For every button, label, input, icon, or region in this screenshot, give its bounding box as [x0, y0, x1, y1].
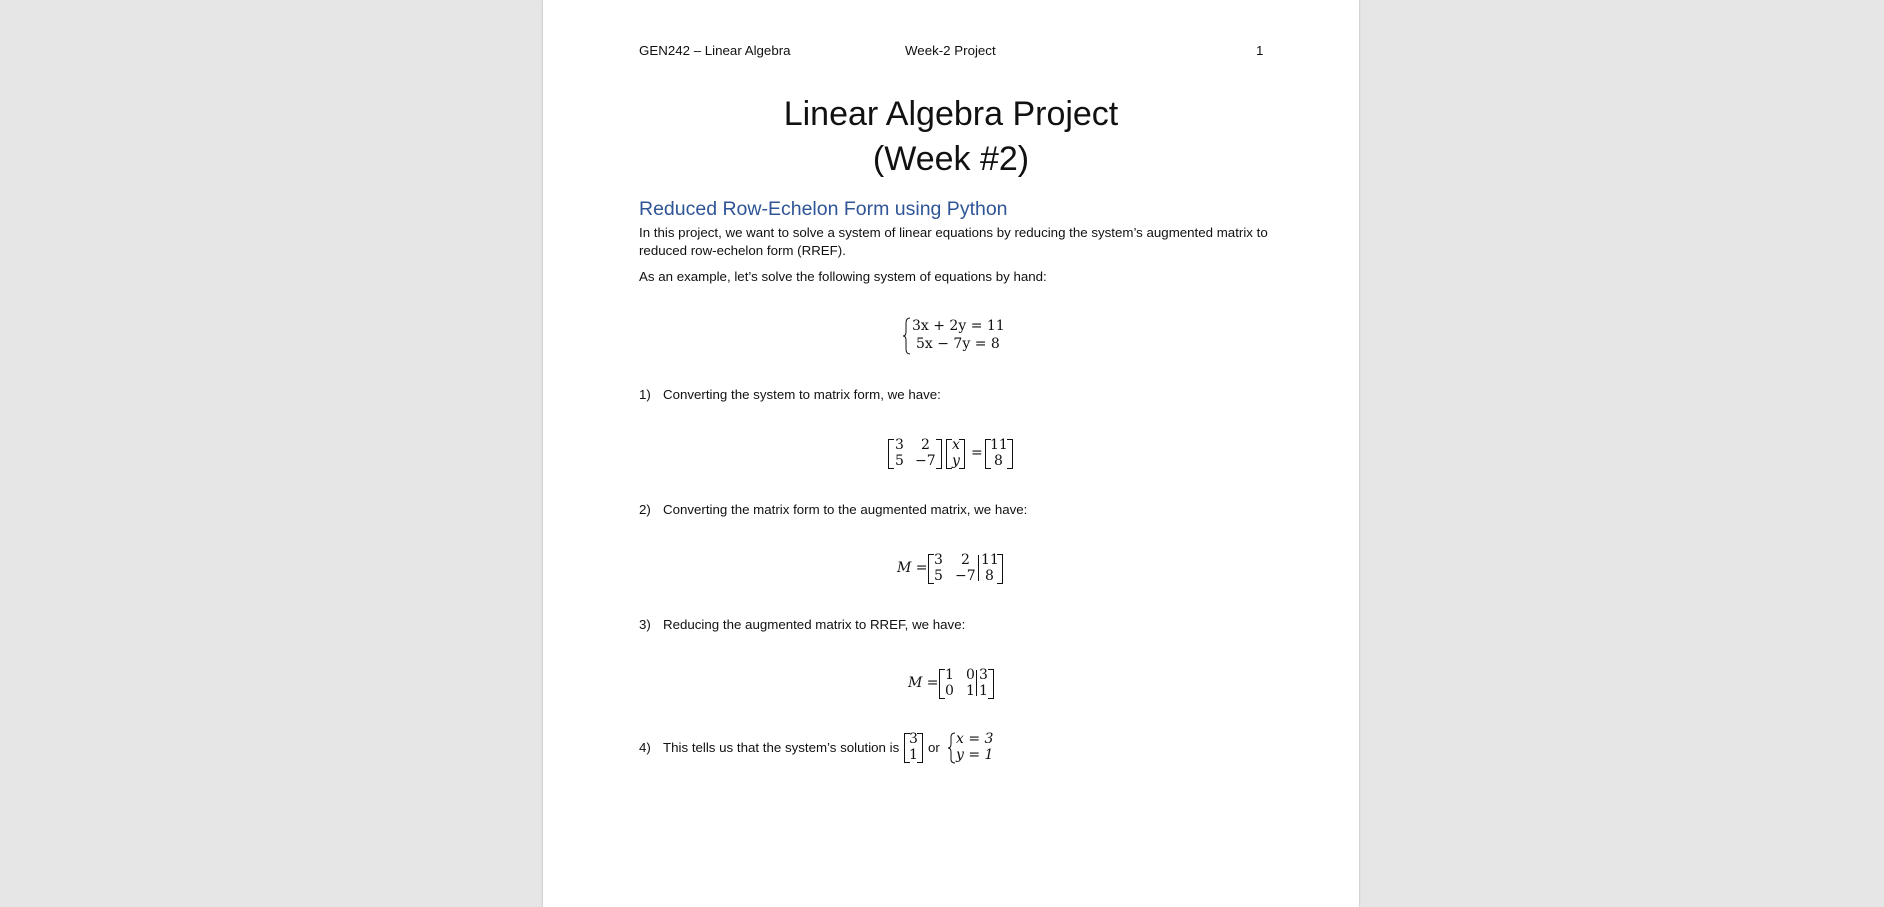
step-3	[639, 617, 965, 632]
aug-a21: 5	[934, 568, 943, 584]
aug-b2: 8	[985, 568, 994, 584]
document-page	[543, 0, 1359, 907]
right-bracket-icon	[959, 439, 965, 469]
aug-b1: 11	[981, 552, 999, 568]
step-2	[639, 502, 1027, 517]
matrix-form-equation	[888, 437, 1028, 471]
page-subtitle: (Week #2)	[872, 140, 1030, 178]
header-week: Week-2 Project	[905, 43, 996, 58]
page-title: Linear Algebra Project	[783, 95, 1119, 133]
step-number: 1)	[639, 387, 651, 402]
step-text: Converting the matrix form to the augmented matrix, we have:	[663, 502, 1028, 517]
header-course: GEN242 – Linear Algebra	[639, 43, 791, 58]
vector-b2: 8	[994, 453, 1003, 469]
rref-a22: 1	[966, 683, 975, 699]
step-text: This tells us that the system’s solution is	[663, 740, 900, 755]
aug-a11: 3	[934, 552, 943, 568]
aug-a22: −7	[955, 568, 976, 584]
matrix-a21: 5	[895, 453, 904, 469]
rref-b2: 1	[979, 683, 988, 699]
system-equation-1: 3x + 2y = 11	[912, 318, 1005, 334]
solution-connector: or	[928, 740, 940, 755]
rref-matrix	[908, 667, 1018, 701]
step-number: 2)	[639, 502, 651, 517]
aug-a12: 2	[961, 552, 970, 568]
vector-x: x	[952, 437, 960, 453]
matrix-a12: 2	[921, 437, 930, 453]
right-bracket-icon	[936, 439, 942, 469]
equation-system	[903, 316, 1023, 356]
intro-paragraph: In this project, we want to solve a system of linear equations by reducing the system’s augmented matrix to reduced row-echelon form (RREF).	[639, 225, 1268, 258]
equals-sign: =	[971, 445, 983, 461]
solution-eq-2: y = 1	[956, 747, 994, 763]
step-1	[639, 387, 941, 402]
left-brace-icon	[903, 317, 911, 355]
step-number: 3)	[639, 617, 651, 632]
rref-b1: 3	[979, 667, 988, 683]
right-bracket-icon	[997, 554, 1003, 584]
header-page-number: 1	[1256, 43, 1264, 58]
augment-divider	[976, 670, 977, 696]
right-bracket-icon	[988, 669, 994, 699]
matrix-a22: −7	[915, 453, 936, 469]
step-number: 4)	[639, 740, 651, 755]
step-4	[639, 740, 899, 755]
rref-a21: 0	[945, 683, 954, 699]
right-bracket-icon	[1007, 439, 1013, 469]
solution-vector-1: 3	[909, 731, 918, 747]
augment-divider	[978, 555, 979, 581]
vector-y: y	[952, 453, 960, 469]
augmented-label: M =	[897, 560, 928, 576]
rref-a11: 1	[945, 667, 954, 683]
solution-eq-1: x = 3	[956, 731, 994, 747]
rref-label: M =	[908, 675, 939, 691]
system-equation-2: 5x − 7y = 8	[916, 336, 1000, 352]
example-paragraph: As an example, let’s solve the following system of equations by hand:	[639, 269, 1047, 284]
right-bracket-icon	[917, 733, 923, 763]
augmented-matrix	[897, 552, 1017, 586]
step-text: Converting the system to matrix form, we have:	[663, 387, 941, 402]
matrix-a11: 3	[895, 437, 904, 453]
vector-b1: 11	[990, 437, 1008, 453]
left-brace-icon	[948, 732, 956, 764]
section-heading: Reduced Row-Echelon Form using Python	[639, 198, 1008, 220]
left-bracket-icon	[888, 439, 894, 469]
solution-expression	[904, 731, 1044, 765]
solution-vector-2: 1	[909, 747, 918, 763]
step-text: Reducing the augmented matrix to RREF, we have:	[663, 617, 966, 632]
rref-a12: 0	[966, 667, 975, 683]
